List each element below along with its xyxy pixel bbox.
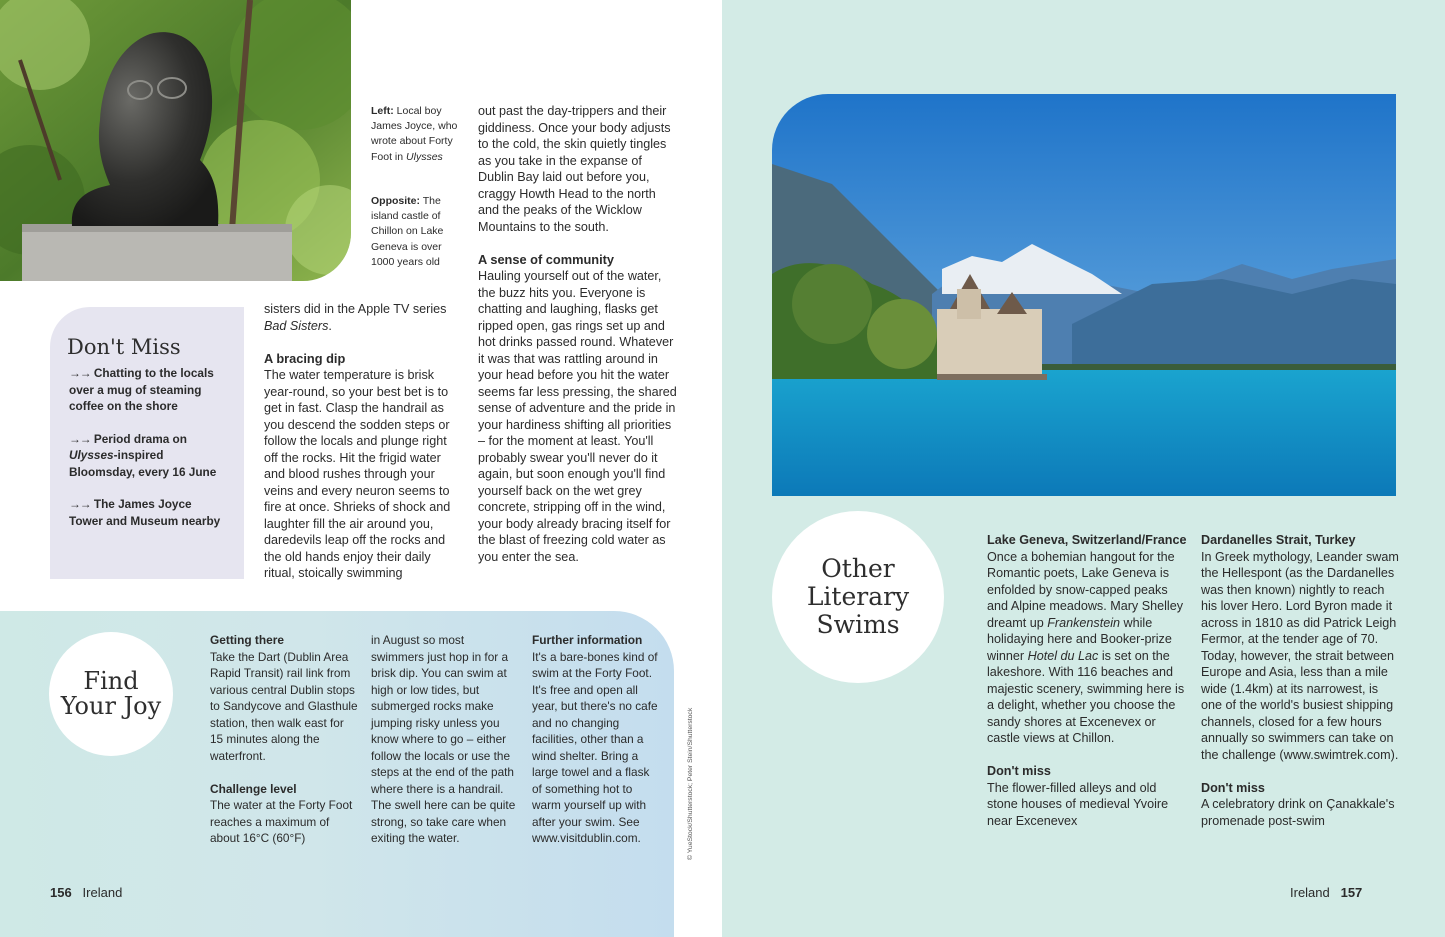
dont-miss-item — [69, 431, 228, 481]
subheading-sense-of-community: A sense of community — [478, 251, 615, 267]
dont-miss-box — [50, 307, 244, 579]
folio-left — [50, 885, 122, 900]
italic-title: Frankenstein — [1047, 615, 1121, 630]
info-paragraph: The water at the Forty Foot reaches a maximum of about 16°C (60°F) — [210, 798, 353, 845]
subheading-dardanelles: Dardanelles Strait, Turkey — [1201, 533, 1356, 547]
james-joyce-bust-photo — [0, 0, 351, 281]
photo-caption-opposite — [371, 194, 463, 270]
article-paragraph: A celebratory drink on Çanakkale's promenade post-swim — [1201, 797, 1395, 828]
section-label: Ireland — [1290, 885, 1330, 900]
dont-miss-text: Period drama on — [93, 431, 187, 446]
article-paragraph — [987, 549, 1187, 747]
text-span: is set on the lakeshore. With 116 beaches and majestic scenery, swimming here is a delight, whether you choose the sandy shores at Excenevex or castle views at Chillon. — [987, 648, 1185, 745]
folio-right — [1290, 885, 1362, 900]
photo-caption-left — [371, 104, 463, 165]
dont-miss-item — [69, 365, 228, 415]
article-column-b — [478, 103, 678, 565]
info-paragraph: Take the Dart (Dublin Area Rapid Transit) rail link from various central Dublin stops to Sandycove and Glasthule station, then walk east for 15 minutes along the waterfront. — [210, 649, 358, 763]
text-span: Once a bohemian hangout for the Romantic poets, Lake Geneva is enfolded by snow-capped peaks and Alpine meadows. Mary Shelley dreamt up — [987, 549, 1184, 630]
spacer — [1201, 763, 1401, 780]
caption-opposite-text: The island castle of Chillon on Lake Geneva is over 1000 years old — [371, 195, 444, 268]
dont-miss-text: Chatting to the locals over a mug of steaming coffee on the shore — [69, 366, 214, 413]
other-literary-swims-badge — [772, 511, 944, 683]
dont-miss-item — [69, 496, 228, 529]
page-number: 156 — [50, 885, 72, 900]
dardanelles-column — [1201, 532, 1401, 829]
article-paragraph: The water temperature is brisk year-round, so your best bet is to get in fast. Clasp the handrail as you descend the sodden steps or follow the locals and plunge right off the rocks. Hit the frigid water and blood rushes through your veins and every neuron seems to fire at once. Shrieks of shock and laughter fill the air around you, daredevils leap off the rocks and the old hands enjoy their daily ritual, stoically swimming — [264, 368, 451, 580]
spacer — [478, 235, 678, 252]
double-arrow-icon: →→ — [69, 431, 91, 446]
find-your-joy-title: Find Your Joy — [60, 667, 162, 720]
subheading-dont-miss: Don't miss — [1201, 780, 1265, 795]
subheading-getting-there: Getting there — [210, 633, 284, 647]
caption-left-label: Left: — [371, 105, 394, 117]
photo-credit — [683, 700, 695, 860]
subheading-lake-geneva: Lake Geneva, Switzerland/France — [987, 533, 1187, 547]
lake-geneva-column — [987, 532, 1187, 829]
photo-credit-text: © YueStock/Shutterstock; Peter Stein/Shutterstock — [687, 707, 694, 860]
article-paragraph: In Greek mythology, Leander swam the Hellespont (as the Dardanelles was then known) nightly to reach his lover Hero. Lord Byron made it across in 1810 as did Patrick Leigh Fermor, at the tender age of 70. Today, however, the strait between Europe and Asia, less than a mile wide (1.4km) at its narrowest, is one of the world's busiest shipping channels, closed for a few hours annually so swimmers can take on the challenge (www.swimtrek.com). — [1201, 549, 1399, 762]
double-arrow-icon: →→ — [69, 366, 91, 380]
caption-left-italic: Ulysses — [406, 150, 443, 163]
spacer — [210, 764, 358, 781]
caption-opposite-label: Opposite: — [371, 195, 420, 207]
text-span: sisters did in the Apple TV series — [264, 302, 447, 316]
spacer — [264, 334, 462, 351]
subheading-dont-miss: Don't miss — [987, 764, 1051, 778]
text-span: . — [328, 318, 332, 333]
dont-miss-text: -inspired Bloomsday, every 16 June — [69, 448, 217, 479]
subheading-challenge-level: Challenge level — [210, 781, 297, 796]
chillon-castle-photo — [772, 94, 1396, 496]
find-your-joy-badge — [49, 632, 173, 756]
dont-miss-text: The James Joyce Tower and Museum nearby — [69, 497, 221, 528]
article-paragraph: The flower-filled alleys and old stone houses of medieval Yvoire near Excenevex — [987, 780, 1169, 828]
dont-miss-italic: Ulysses — [69, 448, 114, 462]
spacer — [987, 747, 1187, 764]
italic-title: Bad Sisters — [264, 318, 329, 333]
italic-title: Hotel du Lac — [1027, 648, 1099, 663]
double-arrow-icon: →→ — [69, 497, 91, 511]
info-column-further-information — [532, 632, 660, 847]
dont-miss-title: Don't Miss — [67, 335, 181, 359]
article-column-a — [264, 301, 462, 582]
article-paragraph — [264, 301, 462, 334]
article-paragraph: Hauling yourself out of the water, the buzz hits you. Everyone is chatting and laughing, flasks get ripped open, gas rings set up and hot drinks passed round. Whatever it was that was rattling around in your head before you hit the water seems far less pressing, the shared sense of adventure and the pride in your hardiness shifting all priorities – for the moment at least. You'll probably swear you'll never do it again, but soon enough you'll find yourself back on the wet grey concrete, stripping off in the wind, your body already bracing itself for the blast of freezing cold water as you enter the sea. — [478, 269, 677, 564]
page-number: 157 — [1340, 885, 1363, 900]
info-column-getting-there — [210, 632, 358, 847]
section-label: Ireland — [82, 885, 123, 900]
text-span: while holidaying here and Booker-prize winner — [987, 615, 1172, 663]
caption-left-text: Local boy James Joyce, who wrote about Forty Foot in — [371, 105, 458, 163]
article-paragraph: out past the day-trippers and their giddiness. Once your body adjusts to the cold, the skin quietly tingles as you take in the expanse of Dublin Bay laid out before you, craggy Howth Head to the north and the peaks of the Wicklow Mountains to the south. — [478, 104, 671, 234]
subheading-bracing-dip: A bracing dip — [264, 350, 346, 366]
info-column-continued — [371, 632, 519, 847]
info-paragraph: It's a bare-bones kind of swim at the Forty Foot. It's free and open all year, but there's no cafe and no changing facilities, other than a wind shelter. Bring a large towel and a flask of something hot to warm yourself up with after your swim. See www.visitdublin.com. — [532, 649, 658, 845]
subheading-further-information: Further information — [532, 633, 643, 647]
info-paragraph: in August so most swimmers just hop in for a brisk dip. You can swim at high or low tides, but submerged rocks make jumping risky unless you know where to go – either follow the locals or use the steps at the end of the path where there is a handrail. The swell here can be quite strong, so take care when exiting the water. — [371, 633, 516, 845]
other-literary-swims-title: Other Literary Swims — [806, 554, 910, 639]
